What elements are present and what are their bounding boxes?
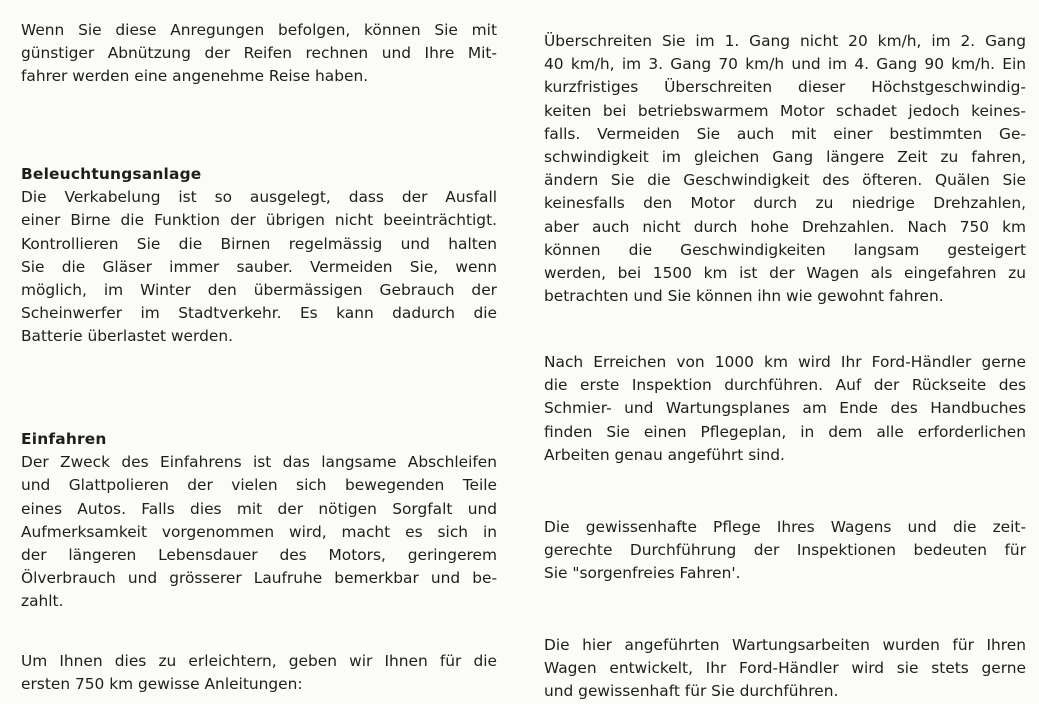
intro-paragraph xyxy=(21,19,497,89)
text-line: fahrer werden eine angenehme Reise haben. xyxy=(21,67,369,86)
text-line: Aufmerksamkeit vorgenommen wird, macht es sich in xyxy=(21,522,497,541)
text-line: können die Geschwindigkeiten langsam gesteigert xyxy=(544,240,1026,259)
section-heading: Beleuchtungsanlage xyxy=(21,165,202,183)
text-line: kurzfristiges Überschreiten dieser Höchstgeschwindig- xyxy=(544,78,1026,97)
text-line: möglich, im Winter den übermässigen Gebrauch der xyxy=(21,281,497,300)
text-line: Der Zweck des Einfahrens ist das langsame Abschleifen xyxy=(21,453,497,472)
text-line: und gewissenhaft für Sie durchführen. xyxy=(544,682,839,701)
text-line: gerechte Durchführung der Inspektionen bedeuten für xyxy=(544,541,1026,560)
text-line: Arbeiten genau angeführt sind. xyxy=(544,445,785,464)
lighting-section xyxy=(21,163,497,349)
text-line: Sie "sorgenfreies Fahren'. xyxy=(544,564,741,583)
instructions-paragraph xyxy=(21,650,497,696)
text-line: zahlt. xyxy=(21,592,64,611)
text-line: Ölverbrauch und grösserer Laufruhe bemerkbar und be- xyxy=(21,569,497,588)
text-line: werden, bei 1500 km ist der Wagen als eingefahren zu xyxy=(544,264,1026,283)
text-line: Die gewissenhafte Pflege Ihres Wagens und die zeit- xyxy=(544,518,1026,536)
care-paragraph xyxy=(544,516,1026,586)
text-line: Wenn Sie diese Anregungen befolgen, können Sie mit xyxy=(21,21,497,39)
text-line: ändern Sie die Geschwindigkeit des öfteren. Quälen Sie xyxy=(544,171,1026,190)
speed-limits-paragraph xyxy=(544,30,1026,308)
text-line: Kontrollieren Sie die Birnen regelmässig und halten xyxy=(21,234,497,253)
text-line: Sie die Gläser immer sauber. Vermeiden Sie, wenn xyxy=(21,257,497,276)
maintenance-paragraph xyxy=(544,634,1026,704)
text-line: betrachten und Sie können ihn wie gewohnt fahren. xyxy=(544,287,944,306)
text-line: günstiger Abnützung der Reifen rechnen und Ihre Mit- xyxy=(21,44,497,63)
text-line: Überschreiten Sie im 1. Gang nicht 20 km/h, im 2. Gang xyxy=(544,32,1026,50)
text-line: eines Autos. Falls dies mit der nötigen Sorgfalt und xyxy=(21,499,497,518)
text-line: Um Ihnen dies zu erleichtern, geben wir Ihnen für die xyxy=(21,652,497,670)
text-line: einer Birne die Funktion der übrigen nicht beeinträchtigt. xyxy=(21,211,497,230)
text-line: finden Sie einen Pflegeplan, in dem alle erforderlichen xyxy=(544,422,1026,441)
text-line: ersten 750 km gewisse Anleitungen: xyxy=(21,675,303,694)
text-line: aber auch nicht durch hohe Drehzahlen. Nach 750 km xyxy=(544,217,1026,236)
text-line: Schmier- und Wartungsplanes am Ende des Handbuches xyxy=(544,399,1026,418)
text-line: Scheinwerfer im Stadtverkehr. Es kann dadurch die xyxy=(21,304,497,323)
breakin-section xyxy=(21,428,497,614)
text-line: Die Verkabelung ist so ausgelegt, dass der Ausfall xyxy=(21,188,497,207)
text-line: keinesfalls den Motor durch zu niedrige Drehzahlen, xyxy=(544,194,1026,213)
section-heading: Einfahren xyxy=(21,430,107,448)
text-line: schwindigkeit im gleichen Gang längere Zeit zu fahren, xyxy=(544,148,1026,167)
text-line: Die hier angeführten Wartungsarbeiten wurden für Ihren xyxy=(544,636,1026,654)
text-line: und Glattpolieren der vielen sich bewegenden Teile xyxy=(21,476,497,495)
text-line: falls. Vermeiden Sie auch mit einer bestimmten Ge- xyxy=(544,124,1026,143)
text-line: Wagen entwickelt, Ihr Ford-Händler wird sie stets gerne xyxy=(544,659,1026,678)
text-line: keiten bei betriebswarmem Motor schadet jedoch keines- xyxy=(544,101,1026,120)
text-line: Nach Erreichen von 1000 km wird Ihr Ford-Händler gerne xyxy=(544,353,1026,371)
text-line: 40 km/h, im 3. Gang 70 km/h und im 4. Gang 90 km/h. Ein xyxy=(544,55,1026,74)
text-line: Batterie überlastet werden. xyxy=(21,327,233,346)
inspection-paragraph xyxy=(544,351,1026,467)
text-line: die erste Inspektion durchführen. Auf der Rückseite des xyxy=(544,376,1026,395)
text-line: der längeren Lebensdauer des Motors, geringerem xyxy=(21,546,497,565)
